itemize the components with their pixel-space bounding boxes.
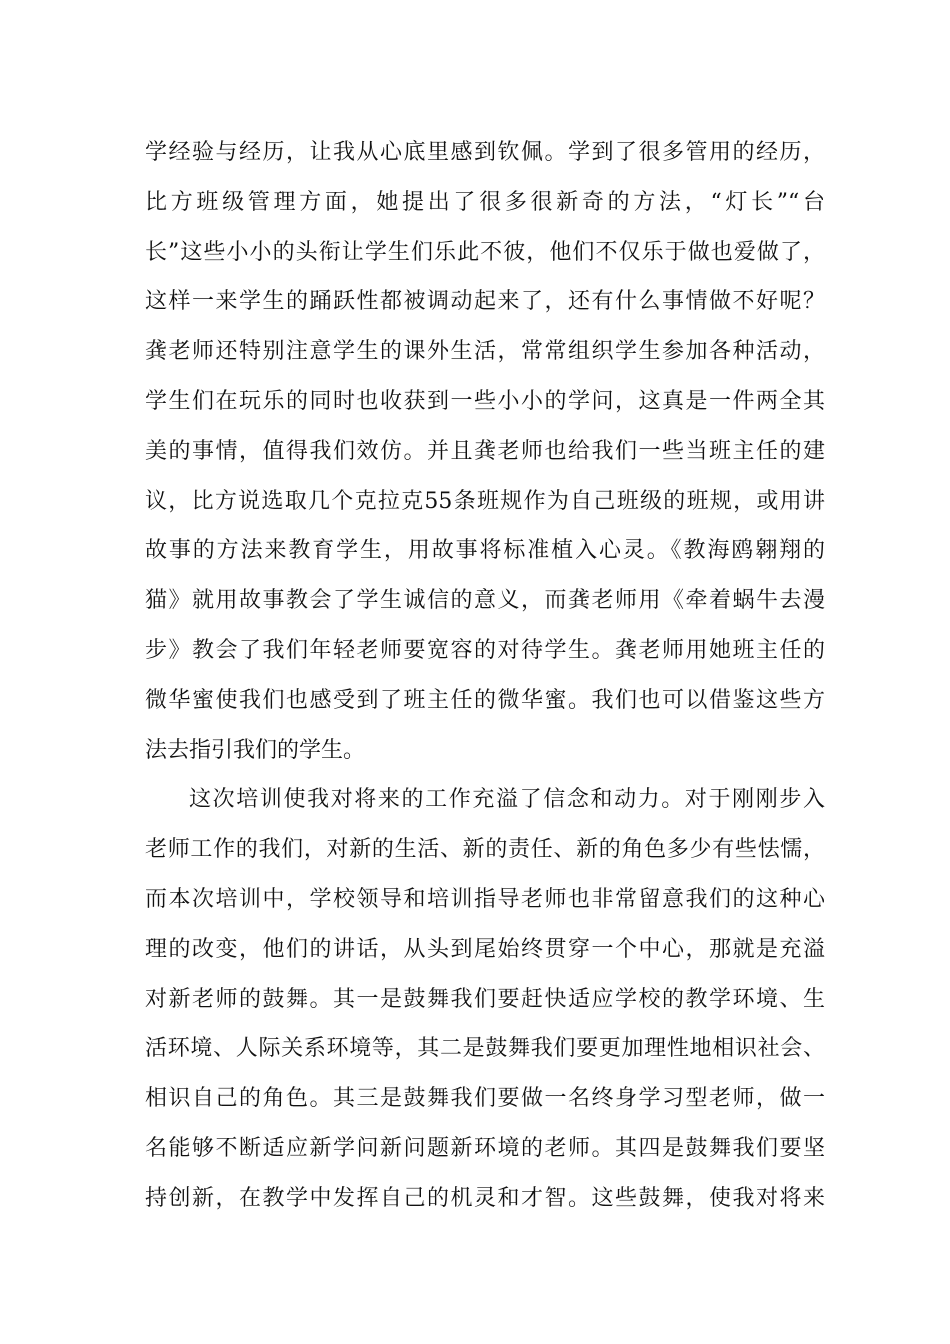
text-line: 法去指引我们的学生。 bbox=[145, 737, 366, 763]
text-line: 美的事情，值得我们效仿。并且龚老师也给我们一些当班主任的建 bbox=[145, 438, 825, 464]
text-line: 故事的方法来教育学生，用故事将标准植入心灵。《教海鸥翱翔的 bbox=[145, 538, 825, 564]
text-line: 相识自己的角色。其三是鼓舞我们要做一名终身学习型老师，做一 bbox=[145, 1086, 825, 1112]
text-line: 猫》就用故事教会了学生诚信的意义，而龚老师用《牵着蜗牛去漫 bbox=[145, 588, 825, 614]
document-body bbox=[145, 128, 825, 1224]
text-line: 步》教会了我们年轻老师要宽容的对待学生。龚老师用她班主任的 bbox=[145, 637, 825, 663]
text-line: 活环境、人际关系环境等，其二是鼓舞我们要更加理性地相识社会、 bbox=[145, 1036, 825, 1062]
text-line: 学经验与经历，让我从心底里感到钦佩。学到了很多管用的经历， bbox=[145, 140, 825, 165]
text-line: 这次培训使我对将来的工作充溢了信念和动力。对于刚刚步入 bbox=[189, 787, 825, 813]
paragraph-1 bbox=[145, 128, 825, 775]
text-line: 而本次培训中，学校领导和培训指导老师也非常留意我们的这种心 bbox=[145, 886, 825, 912]
text-line: 龚老师还特别注意学生的课外生活，常常组织学生参加各种活动， bbox=[145, 339, 825, 365]
text-line: 理的改变，他们的讲话，从头到尾始终贯穿一个中心，那就是充溢 bbox=[145, 936, 825, 962]
text-line: 比方班级管理方面，她提出了很多很新奇的方法，“灯长”“台 bbox=[145, 189, 825, 215]
text-line: 对新老师的鼓舞。其一是鼓舞我们要赶快适应学校的教学环境、生 bbox=[145, 986, 825, 1012]
text-line: 议，比方说选取几个克拉克55条班规作为自己班级的班规，或用讲 bbox=[145, 488, 825, 514]
text-line: 名能够不断适应新学问新问题新环境的老师。其四是鼓舞我们要坚 bbox=[145, 1135, 825, 1161]
text-line: 持创新，在教学中发挥自己的机灵和才智。这些鼓舞，使我对将来 bbox=[145, 1185, 825, 1211]
text-line: 微华蜜使我们也感受到了班主任的微华蜜。我们也可以借鉴这些方 bbox=[145, 687, 825, 713]
text-line: 这样一来学生的踊跃性都被调动起来了，还有什么事情做不好呢？ bbox=[145, 289, 825, 315]
text-line: 长”这些小小的头衔让学生们乐此不彼，他们不仅乐于做也爱做了， bbox=[145, 239, 825, 265]
text-line: 学生们在玩乐的同时也收获到一些小小的学问，这真是一件两全其 bbox=[145, 388, 825, 414]
paragraph-2 bbox=[145, 775, 825, 1223]
text-line: 老师工作的我们，对新的生活、新的责任、新的角色多少有些怯懦， bbox=[145, 837, 825, 863]
